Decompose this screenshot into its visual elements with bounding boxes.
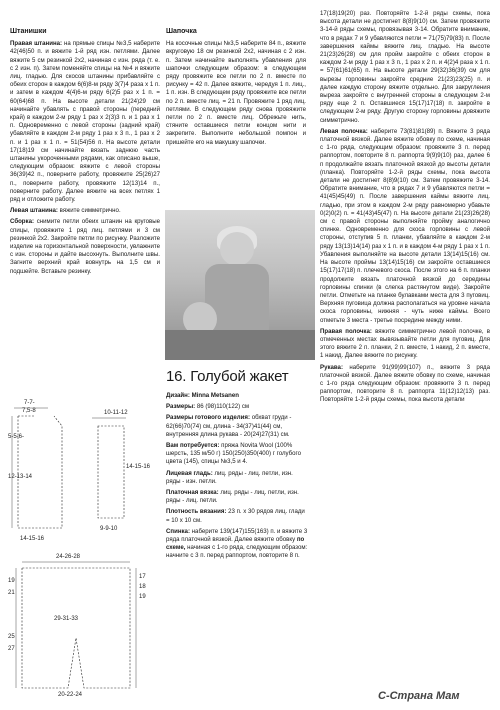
dim-label: 19 [8, 578, 15, 584]
dim-label: 10-11-12 [104, 410, 128, 416]
schematic-svg [8, 398, 158, 698]
dim-label: 21 [8, 590, 15, 596]
site-watermark-logo: С-Страна Мам [378, 690, 460, 702]
paragraph: Сборка: снимите петли обеих штанин на круговые спицы, провяжите 1 ряд лиц. петлями и 3 см резинкой 2х2. Закройте петли по рисунку. Разложите изделие на горизонтальной поверхности, увлажните с изн. стороны и дайте высохнуть. Выполните швы. Загните верхний край вовнутрь на 1,5 см и подшейте. Вставьте резинку. [10, 218, 160, 275]
column-left [10, 28, 160, 279]
dim-label: 14-15-16 [126, 464, 151, 470]
paragraph: Правая штанина: на прямые спицы №3,5 наберите 42(46)50 п. и вяжите 1-й ряд изн. петлями. Далее вяжите 5 см резинкой 2х2, начиная с изн. ряда (т. е. с 2 изн. п). Затем поменяйте спицы на №4 и вяжите лиц. гладью. Для скосов штанины прибавляйте с обеих сторон в каждом 6(6)8-м ряду 3(7)4 раза х 1 п. и затем в каждом 4(4)6-м ряду 6(2)5 раз х 1 п. = 60(64)68 п. На высоте детали 21(24)29 см начинайте убавлять с правой стороны (передний край) в каждом 2-м ряду 1 раз х 2(3)3 п. и 1 раз х 1 п. Одновременно с левой стороны (задний край) убавляйте в каждом 2-м ряду 1 раз х 3 п., 1 раз х 2 п. и 1 раз х 1 п. = 51(54)56 п. На высоте детали 17(18)19 см начинайте вязать заднюю часть штанины укороченными рядами, как описано выше, следующим образом: вяжите с левой стороны 36(39)42 п., поверните работу, провяжите 25(26)27 п., поверните работу, провяжите 12(13)14 п., поверните работу. Далее вяжите на всех петлях 1 ряд и отложите работу. [10, 40, 160, 204]
column-middle-bottom: Дизайн: Minna Metsanen Размеры: 86 (98)110(122) см Размеры готового изделия: обхват груди - 62(66)70(74) см, длина - 34(37)41(44) см, внутренняя длина рукава - 20(24)27(31) см. Вам потребуется: пряжа Novita Wool (100% шерсть, 135 м/50 г) 150(250)350(400) г голубого цвета (145), спицы №3,5 и 4. Лицевая гладь: лиц. ряды - лиц. петли, изн. ряды - изн. петли. Платочная вязка: лиц. ряды - лиц. петли, изн. ряды - лиц. петли. Плотность вязания: 23 п. х 30 рядов лиц. глади = 10 х 10 см. Спинка: наберите 139(147)155(163) п. и вяжите 3 ряда платочной вязкой. Далее вяжите обовку по схеме, начиная с 1-го ряда, следующим образом: начните с 3 п. перед раппортом, повторите 8 п. [166, 392, 308, 560]
child-photo [165, 210, 315, 360]
dim-label: 24-26-28 [56, 554, 81, 560]
dim-label: 5-5-6- [8, 434, 25, 440]
paragraph: Левая полочка: наберите 73(81)81(89) п. Вяжите 3 ряда платочной вязкой. Далее вяжите обовку по схеме, начиная с 1-го ряда, следующим образом: провяжите 3 п. перед раппортом, повторите 8 п. раппорта 9(9)9(10) раз, далее 6 п продолжайте вязать платочной вязкой до высоты детали (планка). Повторяйте 1-2-й ряды схемы, пока высота детали не достигнет 8(8)9(10) см. Затем провяжите 3-14. Обратите внимание, что в рядах 7 и 9 убавляются петли = 41(45)45(49) п. После завершения каймы вяжите лиц. гладью, при этом в каждом 2-м ряду равномерно убавьте 0(2)0(2) п. = 41(43)45(47) п. На высоте детали 21(23)26(28) см с правой стороны выполняйте пройму аналогично спинке. Одновременно для скоса горловины с левой стороны, отступив 5 п. планки, убавляйте в каждом 2-м ряду 13(13)14(14) раз х 1 п. и в каждом 4-м ряду 1 раз х 1 п. Убавления выполняйте на высоте детали 13(14)15(16) см. На высоте проймы 13(14)15(16) см закройте оставшиеся 15(17)17(18) п. плечевого скоса. После этого на 6 п. планки продолжите вязать платочной вязкой до середины горловины спинки (в слегка растянутом виде). Закройте петли. Отметьте на планке булавками места для 3 пуговиц. Верхняя пуговица должна располагаться на уровне начала скоса горловины, нижняя - чуть ниже каймы. Всего отметьте 3 места - третье посредине между ними. [320, 127, 490, 324]
pattern-schematic [8, 398, 158, 698]
dim-label: 7,5-8 [22, 408, 36, 414]
dim-label: 18 [139, 584, 146, 590]
dim-label: 19 [139, 594, 146, 600]
dim-label: 27 [8, 646, 15, 652]
section-title: Штанишки [10, 28, 47, 35]
section-title: Шапочка [166, 28, 197, 35]
paragraph: 17(18)19(20) раз. Повторяйте 1-2-й ряды схемы, пока высота детали не достигнет 8(8)9(10) см. Затем провяжите 3-14-й ряды схемы, провязывая 3-14. Обратите внимание, что в рядах 7 и 9 убавляются петли = 71(75)79(83) п. После завершения каймы вяжите лиц. гладью. На высоте 21(23)26(28) см для пройм закройте с обеих сторон в каждом 2-м ряду 1 раз х 3 п., 1 раз х 2 п. и 4(2)4 раза х 1 п. = 57(61)61(65) п. На высоте детали 29(32)36(39) см для вырезы горловины закройте средние 21(23)23(25) п. и далее каждую сторону вяжите отдельно. Для закругления выреза закройте с внутренней стороны в следующем 2-м ряду еще 2 п. Оставшиеся 15(17)17(18) п. закройте в следующем 2-м ряду. Другую сторону горловины довяжите симметрично. [320, 10, 490, 124]
dim-label: 7-7- [24, 400, 35, 406]
dim-label: 17 [139, 574, 146, 580]
pattern-title: 16. Голубой жакет [166, 368, 289, 385]
paragraph: Левая штанина: вяжите симметрично. [10, 207, 121, 215]
column-right [320, 10, 490, 408]
paragraph: На косочные спицы №3,5 наберите 84 п., вяжите вкруговую 18 см резинкой 2х2, начиная с 2 изн. п. Затем начинайте выполнять убавления для шапочки следующим образом: в следующем ряду провяжите все петли по 2 п. вместе по рисунку = 42 п. Далее вяжите, чередуя 1 п. лиц., 1 п. изн. В следующем ряду провяжите все петли по 2 п. вместе лиц. = 21 п. Провяжите 1 ряд лиц. петлями. В следующем ряду снова провяжите петли по 2 п. вместе лиц. Обрежьте нить, стяните оставшиеся петли концом нити и закрепите. Выполните небольшой помпон и пришейте его на макушку шапочки. [166, 40, 306, 146]
column-middle-top [166, 28, 306, 150]
dim-label: 12-13-14 [8, 474, 33, 480]
dim-label: 14-15-16 [20, 536, 45, 542]
dim-label: 9-9-10 [100, 526, 118, 532]
dim-label: 25 [8, 634, 15, 640]
dim-label: 29-31-33 [54, 616, 79, 622]
paragraph: Рукава: наберите 91(99)99(107) п., вяжите 3 ряда платочной вязкой. Далее вяжите обовку по схеме, начиная с 1-го ряда следующим образом: провяжите 3 п. перед раппортом, повторите 8 п. раппорта 11(12)12(13) раз. Повторяйте 1-2-й ряды схемы, пока высота детали [320, 363, 490, 404]
dim-label: 20-22-24 [58, 692, 83, 698]
paragraph: Правая полочка: вяжите симметрично левой полочке, в отмеченных местах вывязывайте петли для пуговиц. Для этого вяжите 2 п. планки, 2 п. вместе, 1 накид, 2 п. вместе, 1 накид. Далее вяжите по рисунку. [320, 327, 490, 360]
